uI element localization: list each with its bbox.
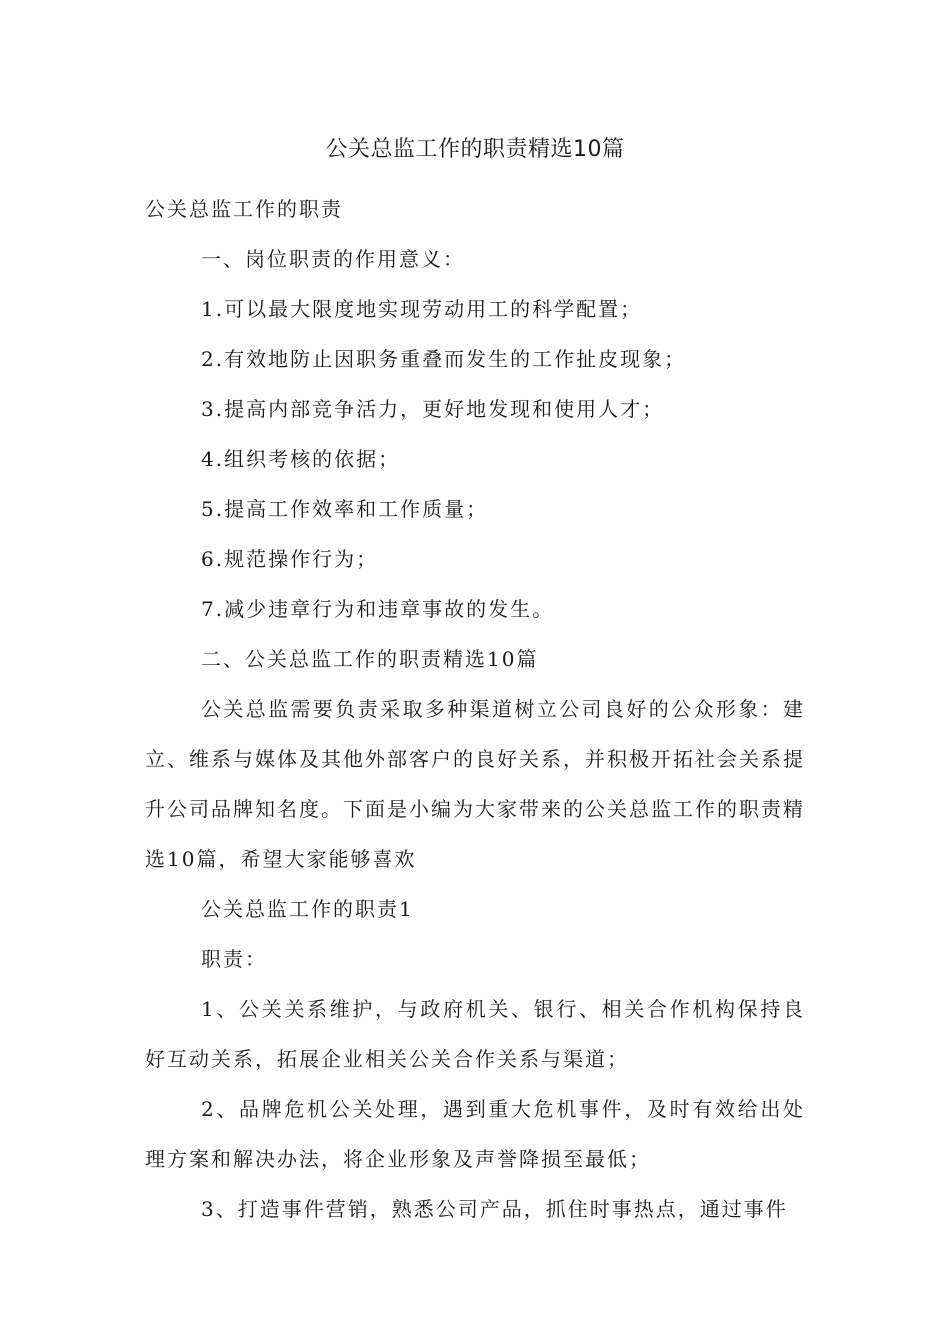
sub-heading: 公关总监工作的职责1: [201, 897, 414, 921]
section-1-item: 2.有效地防止因职务重叠而发生的工作扯皮现象；: [201, 347, 687, 371]
document-body: [145, 184, 805, 1234]
duty-item: 2、品牌危机公关处理，遇到重大危机事件，及时有效给出处理方案和解决办法，将企业形象及声誉降损至最低；: [145, 1097, 805, 1171]
section-1-item: 1.可以最大限度地实现劳动用工的科学配置；: [201, 297, 643, 321]
section-1-item: 4.组织考核的依据；: [201, 447, 401, 471]
intro-paragraph: 公关总监需要负责采取多种渠道树立公司良好的公众形象：建立、维系与媒体及其他外部客户的良好关系，并积极开拓社会关系提升公司品牌知名度。下面是小编为大家带来的公关总监工作的职责精选10篇，希望大家能够喜欢: [145, 697, 805, 871]
section-1-item: 5.提高工作效率和工作质量；: [201, 497, 489, 521]
document-title: 公关总监工作的职责精选10篇: [325, 137, 625, 162]
duty-item: 3、打造事件营销，熟悉公司产品，抓住时事热点，通过事件: [201, 1197, 788, 1221]
section-1-heading: 一、岗位职责的作用意义：: [201, 247, 465, 271]
duties-label: 职责：: [201, 947, 267, 971]
section-1-item: 3.提高内部竞争活力，更好地发现和使用人才；: [201, 397, 665, 421]
section-2-heading: 二、公关总监工作的职责精选10篇: [201, 647, 539, 671]
section-1-item: 6.规范操作行为；: [201, 547, 379, 571]
section-1-item: 7.减少违章行为和违章事故的发生。: [201, 597, 555, 621]
document-heading: 公关总监工作的职责: [145, 197, 343, 221]
duty-item: 1、公关关系维护，与政府机关、银行、相关合作机构保持良好互动关系，拓展企业相关公关合作关系与渠道；: [145, 997, 805, 1071]
